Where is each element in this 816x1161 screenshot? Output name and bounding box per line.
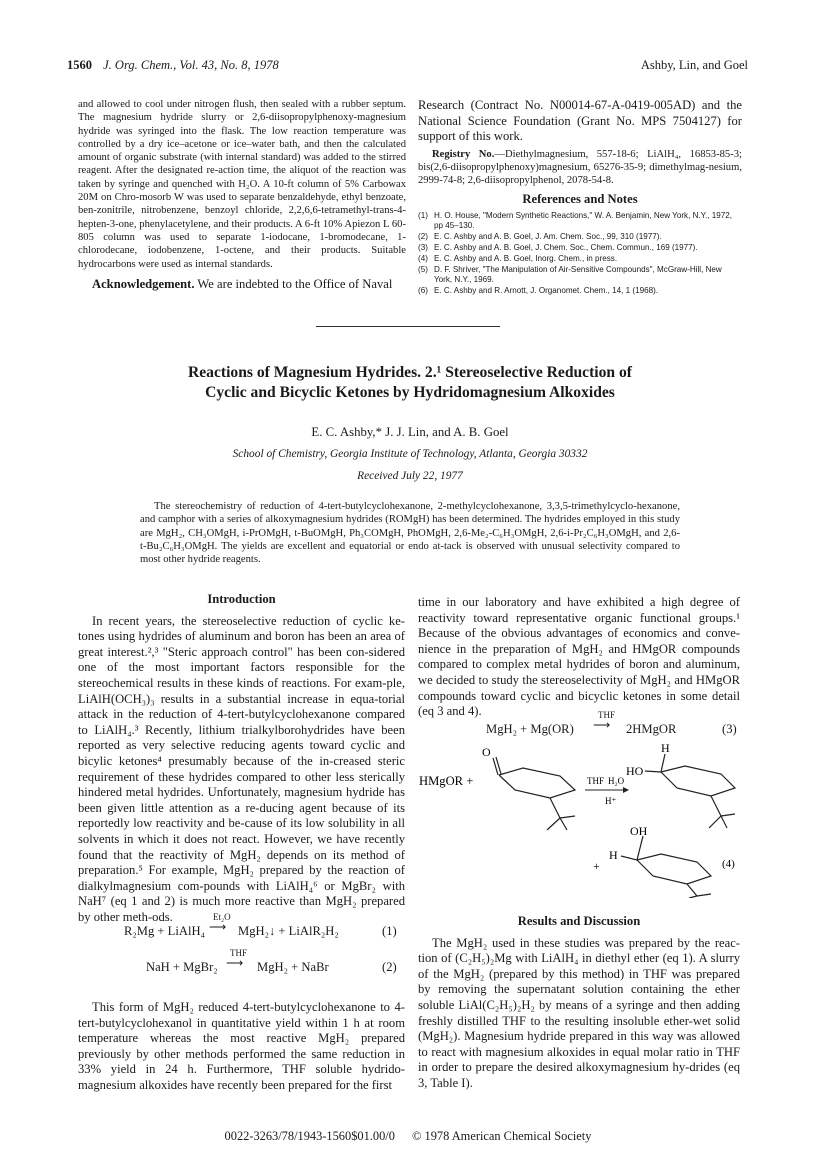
registry-label: Registry No.	[432, 148, 495, 160]
received-date: Received July 22, 1977	[357, 470, 463, 482]
equatorial-alcohol-structure	[621, 836, 711, 898]
page-header	[67, 58, 279, 73]
running-authors: Ashby, Lin, and Goel	[640, 58, 748, 72]
scheme-axial-oh: OH	[630, 824, 648, 838]
prev-article-left-column	[78, 98, 406, 292]
svg-text:H₂O: H₂O	[608, 776, 625, 786]
results-section	[418, 914, 740, 1092]
page-number: 1560	[67, 58, 92, 72]
scheme-axial-h: H	[661, 741, 670, 755]
body-left-column	[78, 592, 405, 925]
reference-item: (6) E. C. Ashby and R. Arnott, J. Organomet. Chem., 14, 1 (1968).	[418, 286, 659, 296]
cyclohexanone-structure	[493, 757, 575, 830]
reaction-arrow-icon: ⟶	[226, 956, 244, 970]
introduction-paragraph-2-block	[78, 1000, 405, 1094]
affiliation: School of Chemistry, Georgia Institute of Technology, Atlanta, Georgia 30332	[232, 448, 588, 460]
abstract: The stereochemistry of reduction of 4-tert-butylcyclohexanone, 2-methylcyclohexanone, 3,3,5-trimethylcyclo-hexanone, and camphor with a series of alkoxymagnesium hydrides (ROMgH) has been determined. The hydrides employed in this study are MgH₂, CH₃OMgH, i-PrOMgH, t-BuOMgH, Ph₃COMgH, PhOMgH, 2,6-Me₂-C₆H₃OMgH, 2,6-i-Pr₂C₆H₃OMgH, and 2,6-t-Bu₂C₆H₃OMgH. The yields are excellent and equatorial or endo at-tack is observed with unusual selectivity compared to most other hydride reagents.	[140, 501, 680, 566]
title-line-1: Reactions of Magnesium Hydrides. 2.¹ Stereoselective Reduction of	[188, 364, 632, 381]
scheme-carbonyl-oxygen: O	[482, 745, 491, 759]
article-authors: E. C. Ashby,* J. J. Lin, and A. B. Goel	[311, 425, 509, 439]
acknowledgement	[78, 277, 406, 293]
reaction-arrow-icon: ⟶	[593, 718, 611, 732]
equation-3: MgH₂ + Mg(OR) THF ⟶ 2HMgOR (3)	[486, 710, 737, 736]
introduction-paragraph-2: This form of MgH₂ reduced 4-tert-butylcyclohexanone to 4-tert-butylcyclohexanol in quantitative yield within 1 h at room temperature whereas the most reactive MgH₂ prepared previously by other methods performed the same reduction in 33% yield in 24 h. Furthermore, THF soluble hydrido-magnesium alkoxides have recently been prepared for the first	[78, 1000, 405, 1092]
body-right-column	[418, 595, 740, 720]
references-title: References and Notes	[522, 191, 638, 206]
svg-text:THF: THF	[587, 776, 605, 786]
reference-item: (1) H. O. House, "Modern Synthetic Reactions," W. A. Benjamin, New York, N.Y., 1972, pp 45–130.	[418, 210, 733, 231]
scheme-equatorial-oh: HO	[626, 764, 644, 778]
reference-item: (3) E. C. Ashby and A. B. Goel, J. Chem. Soc., Chem. Commun., 169 (1977).	[418, 243, 698, 253]
page-footer	[0, 1129, 816, 1144]
introduction-title: Introduction	[207, 592, 276, 606]
journal-citation: J. Org. Chem., Vol. 43, No. 8, 1978	[103, 58, 279, 72]
prev-article-right-column	[418, 98, 742, 297]
scheme-reagent: HMgOR +	[419, 774, 474, 788]
footer-code: 0022-3263/78/1943-1560$01.00/0	[224, 1129, 395, 1143]
right-paragraph-1: time in our laboratory and have exhibited a high degree of reactivity toward representative organic functional groups.¹ Because of the obvious advantages of economics and conve-nience in the preparation of MgH₂ and HMgOR compounds compared to complex metal hydrides of boron and aluminum, we decided to study the stereoselectivity of MgH₂ and HMgOR compounds toward cyclic and bicyclic ketones in some detail (eq 3 and 4).	[418, 595, 740, 719]
reaction-arrow-icon: ⟶	[209, 920, 227, 934]
footer-copyright: © 1978 American Chemical Society	[412, 1129, 592, 1143]
equation-1: R₂Mg + LiAlH₄ Et₂O ⟶ MgH₂↓ + LiAlR₂H₂ (1)	[124, 912, 397, 938]
registry-text: —Diethylmagnesium, 557-18-6; LiAlH₄, 16853-85-3; bis(2,6-diisopropylphenoxy)magnesium, 65276-35-9; dimethylmag-nesium, 2999-74-8; 2,6-diisopropylphenol, 2078-54-8.	[418, 148, 742, 187]
acknowledgement-text: We are indebted to the Office of Naval	[197, 276, 393, 291]
axial-alcohol-structure	[645, 754, 735, 828]
article-divider	[316, 326, 500, 327]
reaction-scheme-4	[415, 738, 745, 898]
svg-text:H⁺: H⁺	[605, 796, 617, 806]
scheme-conditions	[585, 776, 629, 806]
scheme-equation-number: (4)	[722, 858, 735, 870]
acknowledgement-label: Acknowledgement.	[92, 276, 195, 291]
reference-item: (5) D. F. Shriver, "The Manipulation of Air-Sensitive Compounds", McGraw-Hill, New York, N.Y., 1969.	[418, 264, 722, 285]
introduction-paragraph-1: In recent years, the stereoselective reduction of cyclic ke-tones using hydrides of aluminum and boron has been an area of great interest.²,³ "Steric approach control" has been con-sidered one of the most important factors responsible for the stereochemical results in these kinds of reactions. For exam-ple, LiAlH(OCH₃)₃ results in a substantial increase in equa-torial attack in the reduction of 4-tert-butylcyclohexanone compared to LiAlH₄.³ Recently, lithium trialkylborohydrides have been reported as very selective reducing agents toward cyclic and bicylic ketones⁴ presumably because of the in-creased steric requirement of these hydrides compared to other less sterically hindered metal hydrides. Unfortunately, magnesium hydride has been given little attention as a re-ducing agent because of its reportedly low reactivity and be-cause of its low solubility in all solvents in which it does not react. However, we have recently found that the reactivity of MgH₂ depends on its method of preparation.⁵ For example, MgH₂ prepared by the reaction of dialkylmagnesium com-pounds with LiAlH₄⁶ or MgBr₂ with NaH⁷ (eq 1 and 2) is much more reactive than MgH₂ prepared by other meth-ods.	[78, 613, 405, 924]
results-title: Results and Discussion	[517, 914, 641, 928]
results-paragraph-1: The MgH₂ used in these studies was prepared by the reac-tion of (C₂H₅)₂Mg with LiAlH₄ in diethyl ether (eq 1). A slurry of the MgH₂ (prepared by this method) in THF was prepared by removing the supernatant solution containing the ether soluble LiAl(C₂H₅)₂H₂ by means of a syringe and then adding freshly distilled THF to the resulting insoluble ether-wet solid (MgH₂). Magnesium hydride prepared in this way was allowed to react with magnesium alkoxides in equal molar ratio in THF in order to prepare the desired alkoxymagnesium hy-drides (eq 3, Table I).	[418, 935, 740, 1090]
equation-2: NaH + MgBr₂ THF ⟶ MgH₂ + NaBr (2)	[146, 948, 397, 974]
scheme-equatorial-h: H	[609, 848, 618, 862]
title-line-2: Cyclic and Bicyclic Ketones by Hydridomagnesium Alkoxides	[205, 384, 615, 401]
reference-item: (4) E. C. Ashby and A. B. Goel, Inorg. Chem., in press.	[418, 253, 618, 263]
registry-numbers	[418, 148, 742, 188]
acknowledgement-continued: Research (Contract No. N00014-67-A-0419-005AD) and the National Science Foundation (Grant No. MPS 7504127) for support of this work.	[418, 98, 742, 144]
scheme-plus: +	[593, 859, 600, 873]
article-title	[60, 363, 760, 403]
references-list	[418, 211, 742, 297]
reference-item: (2) E. C. Ashby and A. B. Goel, J. Am. Chem. Soc., 99, 310 (1977).	[418, 232, 662, 242]
experimental-text: and allowed to cool under nitrogen flush, then sealed with a rubber septum. The magnesium hydride slurry or 2,6-diisopropylphenoxy-magnesium hydride was syringed into the flask. The low reaction temperature was controlled by a dry ice–acetone or ice–water bath, and then the calculated amount of organic substrate (with internal standard) was added to the stirred reagent. After the designated re-action time, the aliquot of the reaction was taken by syringe and quenched with H₂O. A 10-ft column of 5% Carbowax 20M on Chro-mosorb W was used to separate benzaldehyde, ethyl benzoate, ben-zonitrile, nitrobenzene, benzoyl chloride, 2,2,6,6-tetramethyl-trans-4-hepten-3-one, phenylacetylene, and their products. A 6-ft 10% Apiezon L 60-805 column was used to separate 1-iodocane, 1-bromodecane, 1-chlorodecane, iodobenzene, 1-octene, and their products. Suitable hydrocarbons were used as internal standards.	[78, 99, 406, 270]
